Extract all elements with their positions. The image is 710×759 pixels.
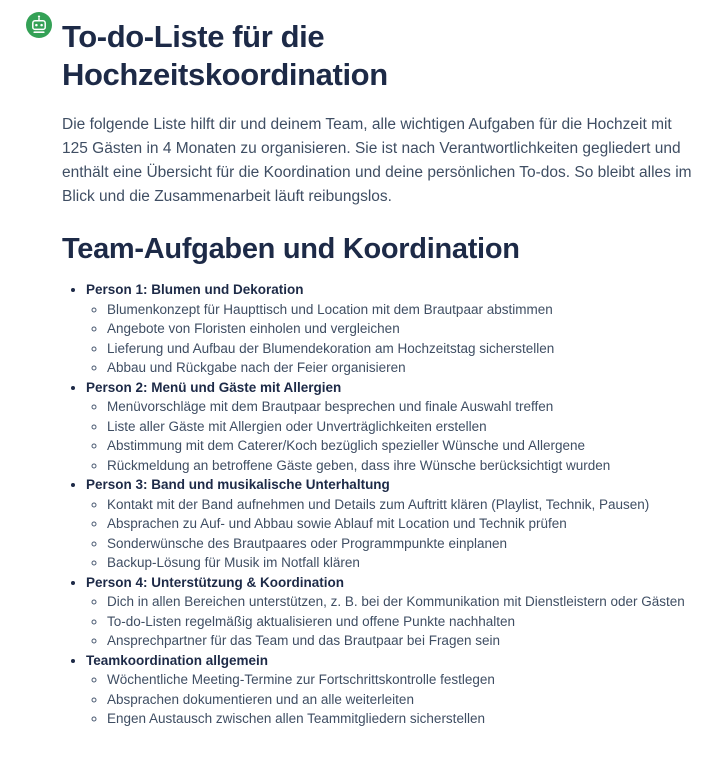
intro-paragraph: Die folgende Liste hilft dir und deinem Team, alle wichtigen Aufgaben für die Hochzeit mit 125 Gästen in 4 Monaten zu organisieren. Sie ist nach Verantwortlichkeiten gegliedert und enthält eine Übersicht für die Koordination und deine persönlichen To-dos. So bleibt alles im Blick und die Zusammenarbeit läuft reibungslos. [62, 116, 692, 205]
task-item: ◦ To-do-Listen regelmäßig aktualisieren und offene Punkte nachhalten [107, 612, 692, 632]
task-group-label: Person 4: Unterstützung & Koordination [86, 574, 344, 590]
task-sublist [86, 300, 692, 378]
team-task-list [62, 280, 692, 729]
task-item: ◦ Angebote von Floristen einholen und vergleichen [107, 319, 692, 339]
task-item: ◦ Rückmeldung an betroffene Gäste geben, dass ihre Wünsche berücksichtigt wurden [107, 456, 692, 476]
task-sublist [86, 397, 692, 475]
robot-assistant-icon [26, 12, 52, 38]
task-item: ◦ Wöchentliche Meeting-Termine zur Fortschrittskontrolle festlegen [107, 670, 692, 690]
task-group-label: Person 1: Blumen und Dekoration [86, 282, 304, 297]
task-group-person-3 [86, 475, 692, 573]
task-item: ◦ Menüvorschläge mit dem Brautpaar besprechen und finale Auswahl treffen [107, 397, 692, 417]
task-item: ◦ Liste aller Gäste mit Allergien oder Unverträglichkeiten erstellen [107, 417, 692, 437]
section-heading: Team-Aufgaben und Koordination [62, 233, 520, 265]
task-item: ◦ Dich in allen Bereichen unterstützen, z. B. bei der Kommunikation mit Dienstleistern oder Gästen [107, 592, 692, 612]
task-group-label: Person 2: Menü und Gäste mit Allergien [86, 379, 342, 395]
task-sublist [86, 495, 692, 573]
task-sublist [86, 670, 692, 729]
task-group-person-2 [86, 378, 692, 476]
task-item: ◦ Kontakt mit der Band aufnehmen und Details zum Auftritt klären (Playlist, Technik, Pausen) [107, 495, 692, 515]
task-item: ◦ Absprachen dokumentieren und an alle weiterleiten [107, 690, 692, 710]
task-item: ◦ Backup-Lösung für Musik im Notfall klären [107, 553, 692, 573]
page-title: To-do-Liste für die Hochzeitskoordination [62, 19, 388, 92]
task-group-label: Teamkoordination allgemein [86, 652, 269, 668]
task-group-person-4 [86, 573, 692, 651]
task-item: ◦ Abstimmung mit dem Caterer/Koch bezüglich spezieller Wünsche und Allergene [107, 436, 692, 456]
task-item: ◦ Lieferung und Aufbau der Blumendekoration am Hochzeitstag sicherstellen [107, 339, 692, 359]
task-item: ◦ Blumenkonzept für Haupttisch und Location mit dem Brautpaar abstimmen [107, 300, 692, 320]
task-sublist [86, 592, 692, 651]
task-item: ◦ Ansprechpartner für das Team und das Brautpaar bei Fragen sein [107, 631, 692, 651]
task-group-label: Person 3: Band und musikalische Unterhaltung [86, 477, 390, 492]
task-item: ◦ Absprachen zu Auf- und Abbau sowie Ablauf mit Location und Technik prüfen [107, 514, 692, 534]
task-group-person-1 [86, 280, 692, 378]
task-item: ◦ Engen Austausch zwischen allen Teammitgliedern sicherstellen [107, 709, 692, 729]
task-group-teamkoordination [86, 651, 692, 729]
task-item: ◦ Abbau und Rückgabe nach der Feier organisieren [107, 358, 692, 378]
task-item: ◦ Sonderwünsche des Brautpaares oder Programmpunkte einplanen [107, 534, 692, 554]
